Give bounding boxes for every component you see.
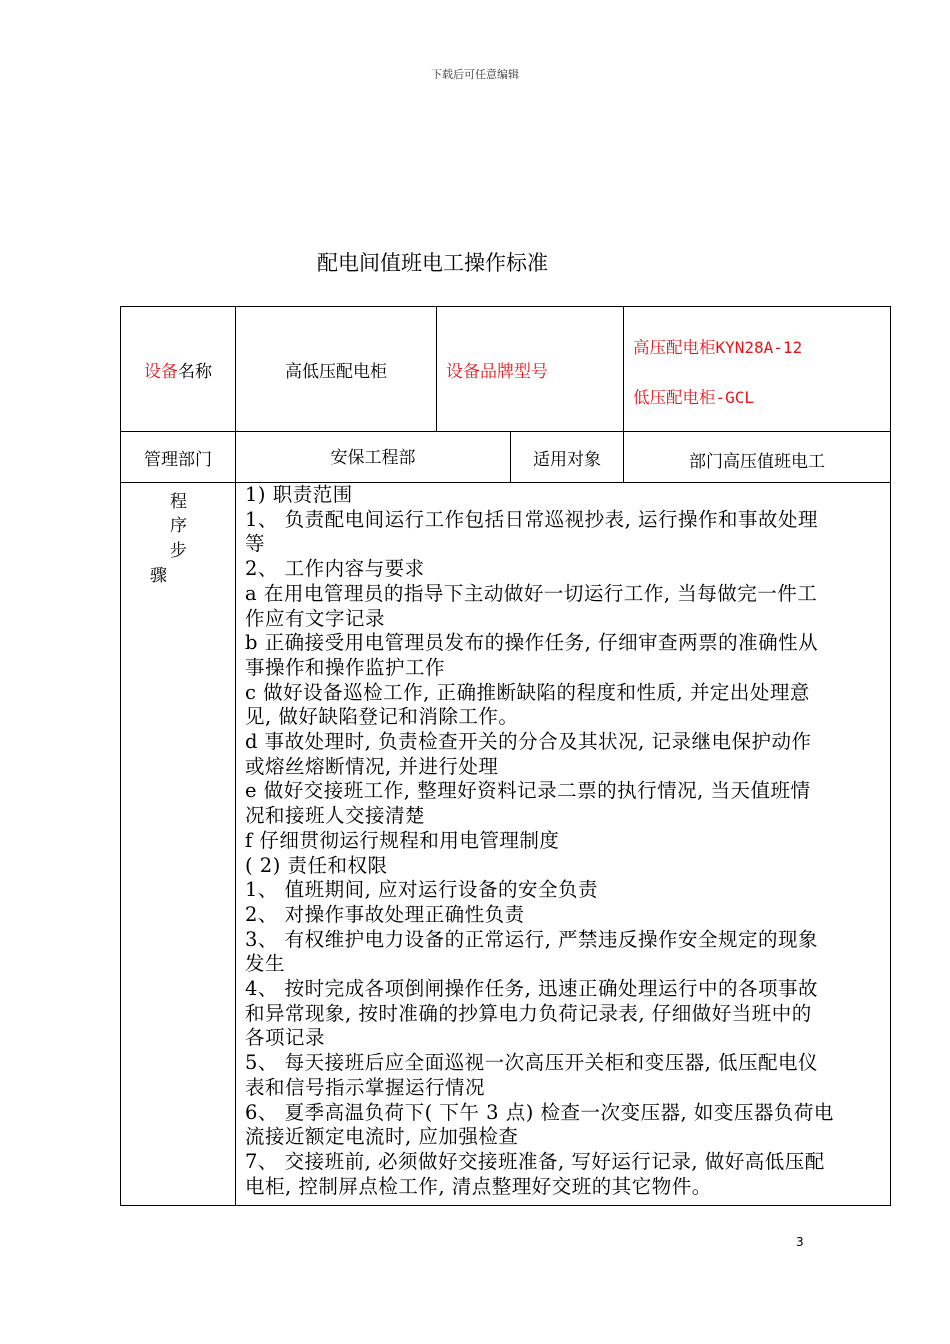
procedure-line: 6、 夏季高温负荷下( 下午 3 点) 检查一次变压器, 如变压器负荷电 — [245, 1100, 834, 1124]
procedure-line: 或熔丝熔断情况, 并进行处理 — [245, 754, 499, 778]
procedure-label-char-1: 程 — [170, 492, 187, 512]
procedure-line: 各项记录 — [245, 1026, 326, 1050]
department-label: 管理部门 — [144, 449, 212, 470]
model-line-2-text: 低压配电柜 — [633, 388, 716, 407]
procedure-line: ( 2) 责任和权限 — [245, 853, 388, 877]
model-line-1-text: 高压配电柜 — [633, 338, 716, 357]
model-line-1-code: KYN28A-12 — [715, 338, 803, 357]
procedure-line: 1、 值班期间, 应对运行设备的安全负责 — [245, 878, 599, 902]
procedure-line: 2、 工作内容与要求 — [245, 557, 425, 581]
procedure-line: 4、 按时完成各项倒闸操作任务, 迅速正确处理运行中的各项事故 — [245, 977, 819, 1001]
procedure-line: 和异常现象, 按时准确的抄算电力负荷记录表, 仔细做好当班中的 — [245, 1001, 812, 1025]
model-line-2-code: -GCL — [715, 388, 755, 407]
department-value: 安保工程部 — [330, 447, 416, 468]
procedure-line: 等 — [245, 532, 266, 556]
procedure-line: 3、 有权维护电力设备的正常运行, 严禁违反操作安全规定的现象 — [245, 927, 819, 951]
procedure-line: 5、 每天接班后应全面巡视一次高压开关柜和变压器, 低压配电仪 — [245, 1051, 819, 1075]
procedure-label-char-2: 序 — [170, 516, 187, 536]
document-title: 配电间值班电工操作标准 — [317, 251, 548, 275]
procedure-label-char-4: 骤 — [150, 566, 167, 586]
procedure-line: d 事故处理时, 负责检查开关的分合及其状况, 记录继电保护动作 — [245, 730, 812, 754]
procedure-line: 1、 负责配电间运行工作包括日常巡视抄表, 运行操作和事故处理 — [245, 507, 819, 531]
procedure-line: 1) 职责范围 — [245, 483, 353, 506]
procedure-line: 7、 交接班前, 必须做好交接班准备, 写好运行记录, 做好高低压配 — [245, 1149, 825, 1173]
procedure-line: 事操作和操作监护工作 — [245, 655, 446, 679]
procedure-line: 见, 做好缺陷登记和消除工作。 — [245, 705, 519, 729]
procedure-line: a 在用电管理员的指导下主动做好一切运行工作, 当每做完一件工 — [245, 581, 818, 605]
equipment-label-part2: 名称 — [178, 361, 212, 382]
procedure-line: b 正确接受用电管理员发布的操作任务, 仔细审查两票的准确性从 — [245, 631, 819, 655]
procedure-line: 况和接班人交接清楚 — [245, 804, 426, 828]
procedure-label-char-3: 步 — [170, 541, 187, 561]
header-note: 下载后可任意编辑 — [431, 68, 519, 81]
brand-model-label: 设备品牌型号 — [446, 361, 548, 382]
procedure-line: f 仔细贯彻运行规程和用电管理制度 — [245, 828, 560, 852]
applicable-target-value: 部门高压值班电工 — [689, 451, 825, 472]
procedure-line: 电柜, 控制屏点检工作, 清点整理好交班的其它物件。 — [245, 1174, 712, 1198]
procedure-content — [245, 483, 885, 1199]
model-line-1 — [633, 334, 802, 358]
applicable-target-label: 适用对象 — [533, 449, 601, 470]
procedure-line: e 做好交接班工作, 整理好资料记录二票的执行情况, 当天值班情 — [245, 779, 811, 803]
procedure-line: 作应有文字记录 — [245, 606, 386, 630]
procedure-line: 表和信号指示掌握运行情况 — [245, 1075, 486, 1099]
equipment-label-part1: 设备 — [144, 361, 178, 382]
procedure-line: 发生 — [245, 952, 286, 976]
model-line-2 — [633, 384, 754, 408]
col-divider-b — [436, 306, 437, 432]
equipment-name-label — [121, 307, 235, 431]
procedure-line: c 做好设备巡检工作, 正确推断缺陷的程度和性质, 并定出处理意 — [245, 680, 810, 704]
equipment-name-value: 高低压配电柜 — [285, 361, 387, 382]
page-number: 3 — [796, 1235, 804, 1249]
procedure-line: 2、 对操作事故处理正确性负责 — [245, 902, 525, 926]
procedure-line: 流接近额定电流时, 应加强检查 — [245, 1125, 519, 1149]
